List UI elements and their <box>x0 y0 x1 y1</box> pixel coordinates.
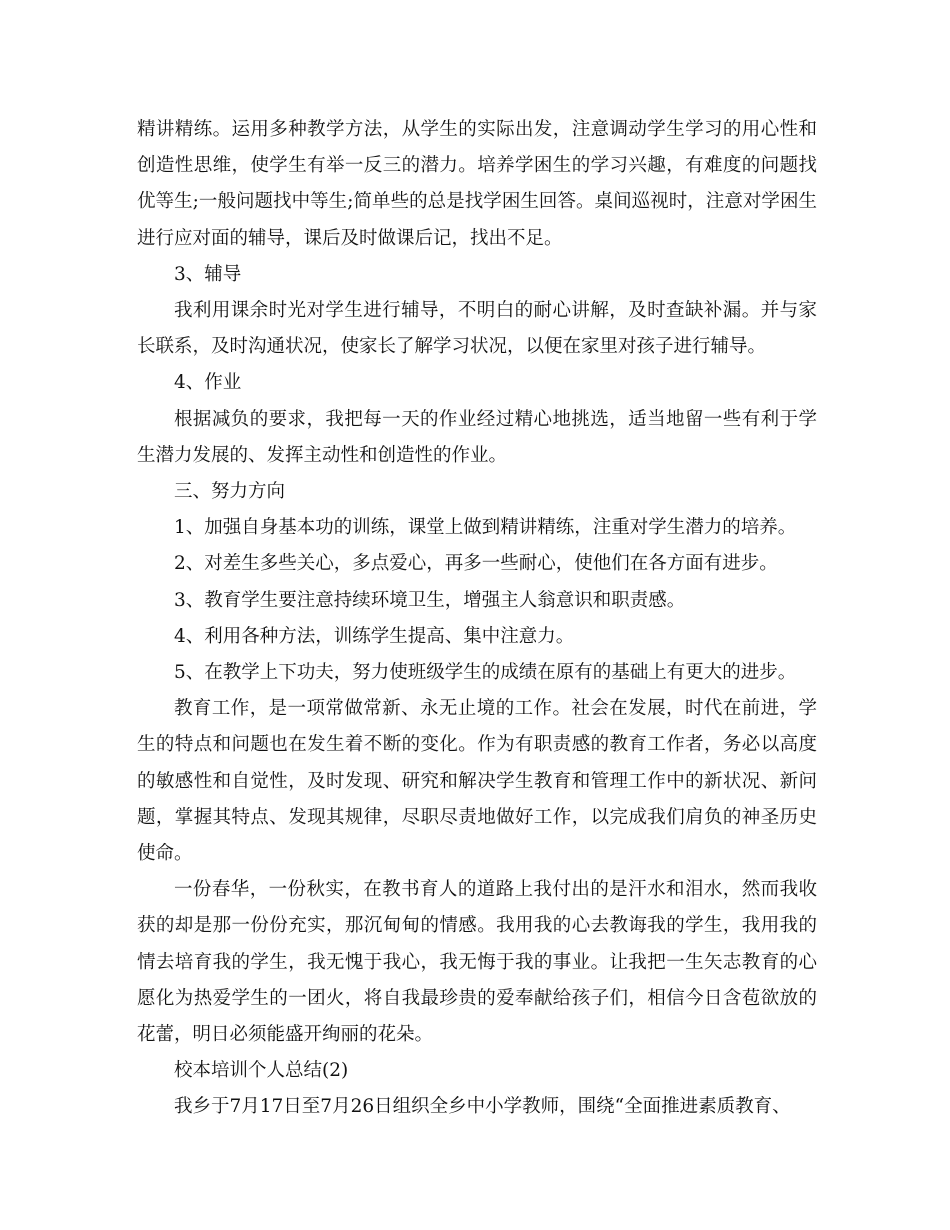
paragraph: 教育工作，是一项常做常新、永无止境的工作。社会在发展，时代在前进，学生的特点和问题也在发生着不断的变化。作为有职责感的教育工作者，务必以高度的敏感性和自觉性，及时发现、研究和解决学生教育和管理工作中的新状况、新问题，掌握其特点、发现其规律，尽职尽责地做好工作，以完成我们肩负的神圣历史使命。 <box>137 698 817 865</box>
section-heading: 三、努力方向 <box>174 481 286 503</box>
section-heading: 3、辅导 <box>174 263 242 285</box>
list-item: 2、对差生多些关心，多点爱心，再多一些耐心，使他们在各方面有进步。 <box>174 553 778 575</box>
list-item: 4、利用各种方法，训练学生提高、集中注意力。 <box>174 625 575 647</box>
list-item: 1、加强自身基本功的训练，课堂上做到精讲精练，注重对学生潜力的培养。 <box>174 517 797 539</box>
list-item: 3、教育学生要注意持续环境卫生，增强主人翁意识和职责感。 <box>174 589 686 611</box>
article-title: 校本培训个人总结(2) <box>174 1060 349 1082</box>
paragraph: 我乡于7月17日至7月26日组织全乡中小学教师，围绕“全面推进素质教育、 <box>174 1096 791 1118</box>
list-item: 5、在教学上下功夫，努力使班级学生的成绩在原有的基础上有更大的进步。 <box>174 662 797 684</box>
paragraph: 根据减负的要求，我把每一天的作业经过精心地挑选，适当地留一些有利于学生潜力发展的、发挥主动性和创造性的作业。 <box>137 408 817 466</box>
paragraph: 我利用课余时光对学生进行辅导，不明白的耐心讲解，及时查缺补漏。并与家长联系，及时沟通状况，使家长了解学习状况，以便在家里对孩子进行辅导。 <box>137 300 817 358</box>
document-page <box>137 112 817 1126</box>
paragraph: 精讲精练。运用多种教学方法，从学生的实际出发，注意调动学生学习的用心性和创造性思维，使学生有举一反三的潜力。培养学困生的学习兴趣，有难度的问题找优等生;一般问题找中等生;简单些的总是找学困生回答。桌间巡视时，注意对学困生进行应对面的辅导，课后及时做课后记，找出不足。 <box>137 119 817 249</box>
section-heading: 4、作业 <box>174 372 242 394</box>
paragraph: 一份春华，一份秋实，在教书育人的道路上我付出的是汗水和泪水，然而我收获的却是那一份份充实，那沉甸甸的情感。我用我的心去教诲我的学生，我用我的情去培育我的学生，我无愧于我心，我无悔于我的事业。让我把一生矢志教育的心愿化为热爱学生的一团火，将自我最珍贵的爱奉献给孩子们，相信今日含苞欲放的花蕾，明日必须能盛开绚丽的花朵。 <box>137 879 817 1046</box>
